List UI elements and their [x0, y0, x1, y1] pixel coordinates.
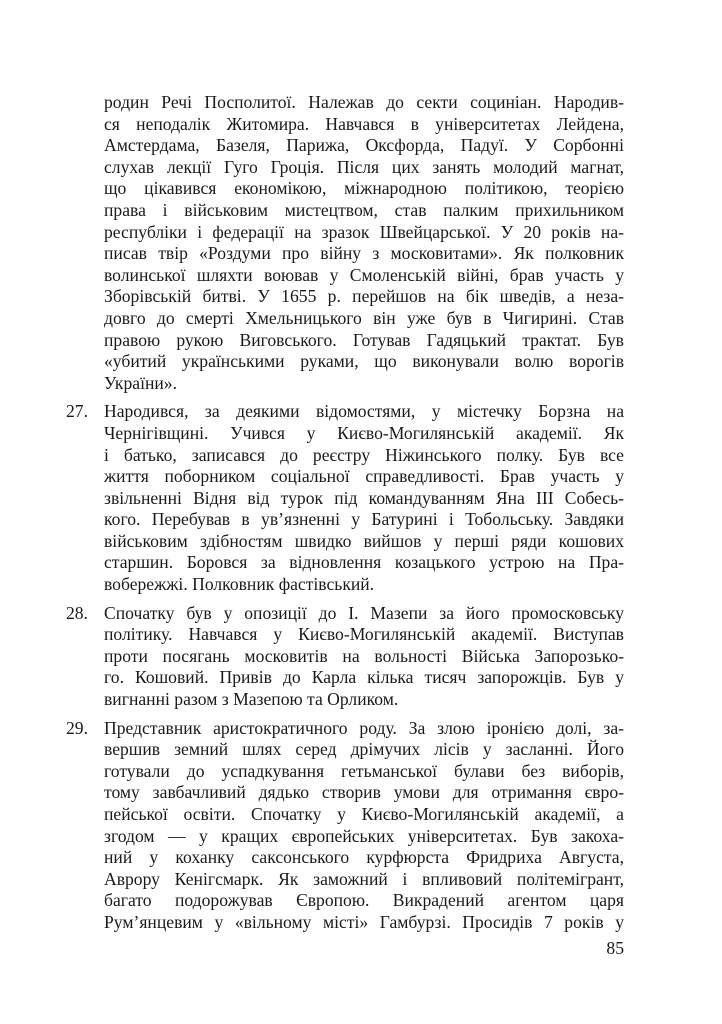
text-line: родин Речі Посполитої. Належав до секти социніан. Народив-	[104, 92, 624, 112]
entry-number: 29.	[66, 717, 88, 738]
text-line: старшин. Боровся за відновлення козацького устрою на Пра-	[104, 552, 624, 573]
entry-28	[66, 602, 624, 711]
text-line: вигнанні разом з Мазепою та Орликом.	[104, 689, 399, 710]
text-line: писав твір «Роздуми про війну з московитами». Як полковник	[104, 243, 624, 264]
text-line: пейської освіти. Спочатку у Києво-Могилянській академії, а	[104, 804, 624, 824]
text-line: і батько, записався до реєстру Ніжинського полку. Був все	[104, 444, 624, 465]
text-line: волинської шляхти воював у Смоленській війні, брав участь у	[104, 264, 624, 285]
text-line: що цікавився економікою, міжнародною політикою, теорією	[104, 178, 624, 199]
text-line: звільненні Відня від турок під командуванням Яна III Собесь-	[104, 487, 624, 508]
text-line: кого. Перебував в ув’язненні у Батурині і Тобольську. Завдяки	[104, 509, 624, 530]
text-line: Чернігівщині. Учився у Києво-Могилянській академії. Як	[104, 422, 624, 443]
text-line: проти посягань московитів на вольності Війська Запорозько-	[104, 645, 624, 666]
text-line: України».	[104, 372, 177, 393]
entry-number: 28.	[66, 602, 88, 623]
text-line: Амстердама, Базеля, Парижа, Оксфорда, Падуї. У Сорбонні	[104, 135, 624, 156]
text-line: Аврору Кенігсмарк. Як заможний і впливовий політемігрант,	[104, 868, 624, 889]
text-line: Рум’янцевим у «вільному місті» Гамбурзі. Просидів 7 років у	[104, 911, 624, 932]
entry-number: 27.	[66, 401, 88, 422]
text-line: «убитий українськими руками, що виконували волю ворогів	[104, 351, 624, 372]
text-line: Спочатку був у опозиції до І. Мазепи за його промосковську	[104, 602, 624, 623]
text-line: ний у коханку саксонського курфюрста Фридриха Августа,	[104, 847, 624, 868]
text-line: довго до смерті Хмельницького він уже був в Чигирині. Став	[104, 307, 624, 328]
text-line: багато подорожував Європою. Викрадений агентом царя	[104, 890, 624, 911]
text-line: Зборівській битві. У 1655 р. перейшов на бік шведів, а неза-	[104, 286, 624, 307]
entry-29	[66, 717, 624, 934]
text-line: ся неподалік Житомира. Навчався в університетах Лейдена,	[104, 113, 624, 134]
text-line: вобережжі. Полковник фастівський.	[104, 574, 375, 595]
text-line: вершив земний шлях серед дрімучих лісів у засланні. Його	[104, 739, 624, 760]
text-block	[66, 92, 624, 934]
text-line: правою рукою Виговського. Готував Гадяцький трактат. Був	[104, 329, 624, 350]
text-line: права і військовим мистецтвом, став палким прихильником	[104, 199, 624, 220]
text-line: Народився, за деякими відомостями, у містечку Борзна на	[104, 401, 624, 422]
page-number: 85	[606, 938, 624, 958]
entry-27	[66, 401, 624, 595]
text-line: згодом — у кращих європейських університетах. Був закоха-	[104, 825, 624, 846]
text-line: го. Кошовий. Привів до Карла кілька тисяч запорожців. Був у	[104, 667, 624, 688]
text-line: готували до успадкування гетьманської булави без виборів,	[104, 760, 624, 781]
text-line: слухав лекції Гуго Гроція. Після цих занять молодий магнат,	[104, 156, 624, 177]
text-line: республіки і федерації на зразок Швейцарської. У 20 років на-	[104, 221, 624, 242]
text-line: тому завбачливий дядько створив умови для отримання євро-	[104, 782, 624, 803]
text-line: Представник аристократичного роду. За злою іронією долі, за-	[104, 717, 624, 738]
text-line: політику. Навчався у Києво-Могилянській академії. Виступав	[104, 624, 624, 645]
text-line: військовим здібностям швидко вийшов у перші ряди кошових	[104, 530, 624, 551]
intro-paragraph	[104, 92, 624, 394]
text-line: життя поборником соціальної справедливості. Брав участь у	[104, 466, 624, 487]
